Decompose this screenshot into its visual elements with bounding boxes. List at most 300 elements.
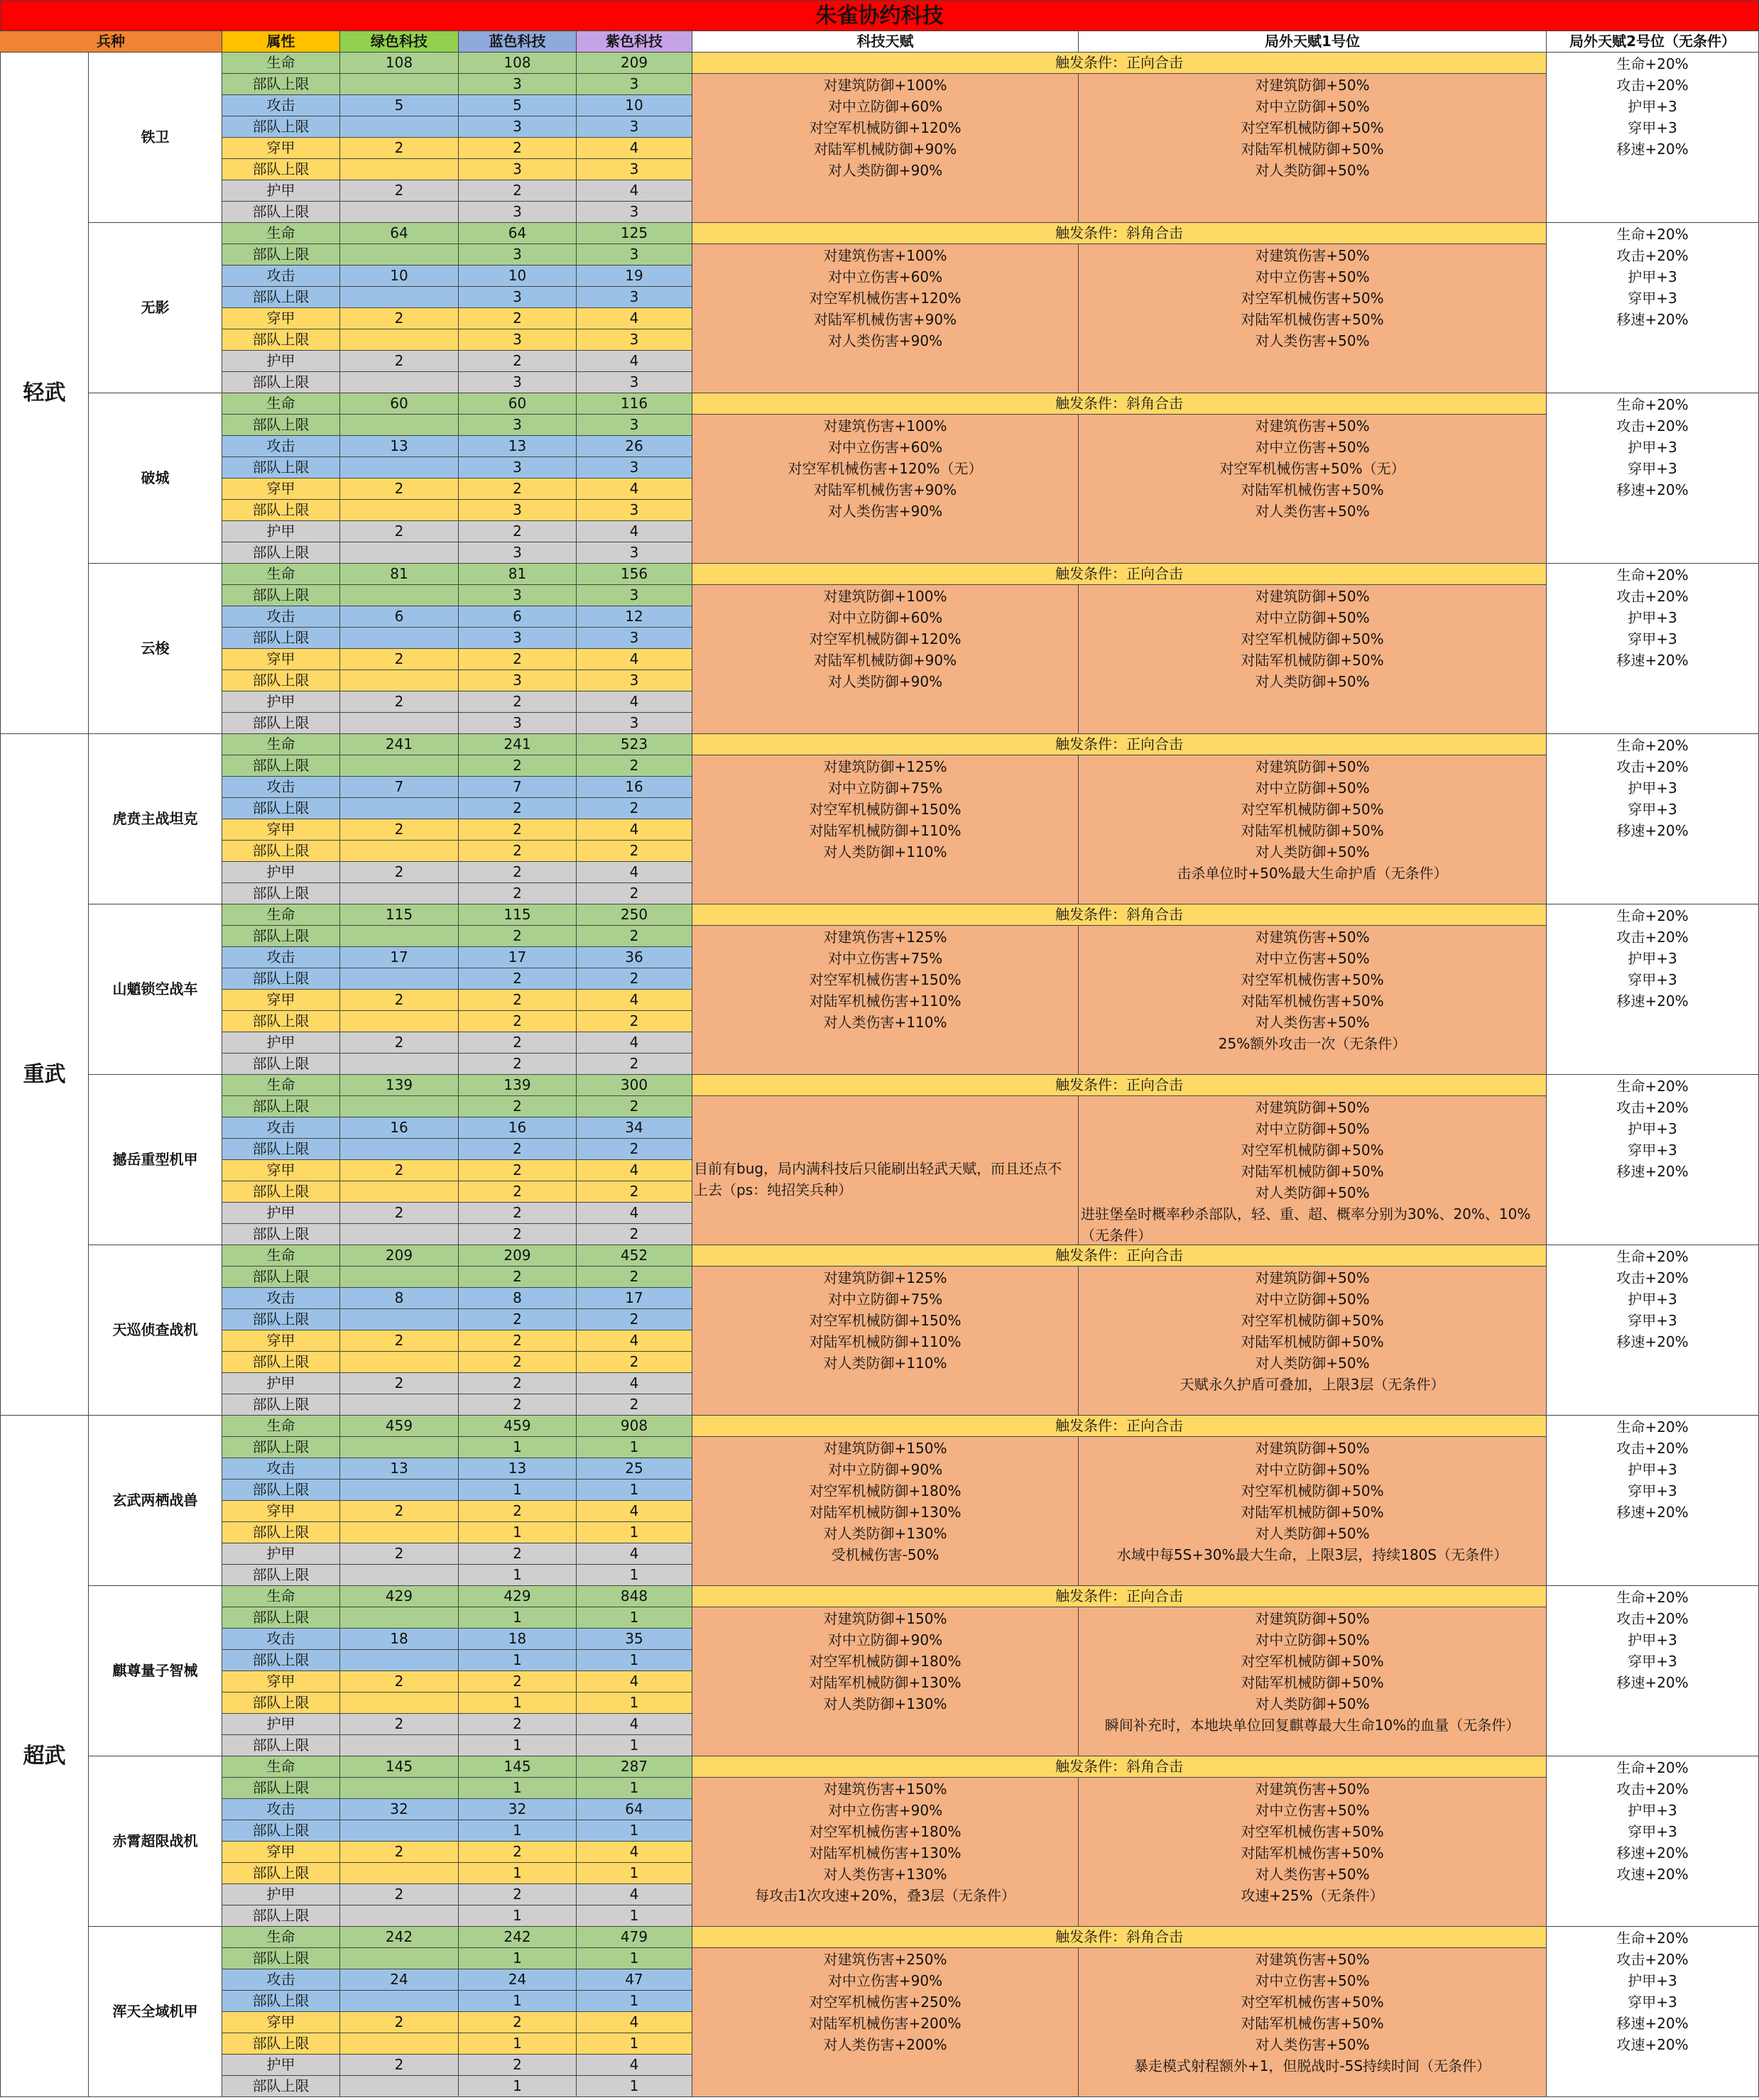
stat-attribute: 穿甲 — [222, 1160, 340, 1181]
stat-purple-value: 2 — [577, 926, 692, 947]
stat-blue-value: 1 — [459, 2076, 577, 2097]
stat-attribute: 生命 — [222, 1416, 340, 1437]
stat-purple-value: 2 — [577, 1096, 692, 1117]
tech-talent-line: 对建筑防御+125% — [823, 758, 947, 775]
stat-blue-value: 2 — [459, 1842, 577, 1863]
stat-blue-value: 139 — [459, 1075, 577, 1096]
talent1-line: 瞬间补充时，本地块单位回复麒尊最大生命10%的血量（无条件） — [1104, 1717, 1520, 1734]
talent2 — [1547, 904, 1759, 1075]
trigger-condition: 触发条件：正向合击 — [692, 734, 1547, 755]
stat-purple-value: 4 — [577, 1671, 692, 1692]
stat-attribute: 穿甲 — [222, 1501, 340, 1522]
tech-talent-line: 对中立伤害+90% — [827, 1972, 943, 1989]
stat-blue-value: 2 — [459, 1394, 577, 1416]
stat-purple-value: 3 — [577, 372, 692, 393]
stat-purple-value: 2 — [577, 1352, 692, 1373]
stat-green-value: 5 — [340, 95, 459, 116]
talent2-line: 攻击+20% — [1616, 77, 1689, 94]
stat-green-value: 2 — [340, 1203, 459, 1224]
talent1-line: 水域中每5S+30%最大生命，上限3层，持续180S（无条件） — [1116, 1546, 1508, 1563]
stat-blue-value: 2 — [459, 180, 577, 202]
unit-name: 云梭 — [89, 564, 222, 734]
unit-name: 天巡侦查战机 — [89, 1245, 222, 1416]
stat-attribute: 部队上限 — [222, 1394, 340, 1416]
tech-talent — [692, 585, 1079, 734]
stat-purple-value: 4 — [577, 180, 692, 202]
stat-blue-value: 108 — [459, 53, 577, 74]
stat-blue-value: 2 — [459, 883, 577, 904]
stat-green-value: 2 — [340, 180, 459, 202]
talent2-line: 护甲+3 — [1628, 1291, 1677, 1308]
stat-blue-value: 2 — [459, 691, 577, 713]
tech-talent-line: 对空军机械防御+180% — [809, 1653, 962, 1670]
stat-purple-value: 156 — [577, 564, 692, 585]
stat-purple-value: 2 — [577, 1267, 692, 1288]
talent1 — [1079, 1778, 1547, 1927]
talent2 — [1547, 393, 1759, 564]
stat-green-value — [340, 1905, 459, 1927]
talent2-line: 移速+20% — [1616, 1333, 1689, 1350]
stat-attribute: 部队上限 — [222, 755, 340, 777]
stat-attribute: 部队上限 — [222, 1948, 340, 1969]
talent2-line: 穿甲+3 — [1628, 119, 1677, 136]
talent1-line: 对空军机械防御+50% — [1241, 1653, 1384, 1670]
stat-green-value — [340, 798, 459, 819]
talent1 — [1079, 1948, 1547, 2097]
stat-purple-value: 4 — [577, 1032, 692, 1054]
stat-attribute: 生命 — [222, 564, 340, 585]
stat-green-value: 6 — [340, 606, 459, 628]
talent1-note: 进驻堡垒时概率秒杀部队，轻、重、超、概率分别为30%、20%、10%（无条件） — [1081, 1205, 1531, 1244]
talent1-line: 对陆军机械防御+50% — [1241, 1674, 1384, 1691]
stat-green-value — [340, 372, 459, 393]
stat-green-value: 8 — [340, 1288, 459, 1309]
stat-attribute: 护甲 — [222, 691, 340, 713]
stat-green-value — [340, 1991, 459, 2012]
stat-green-value: 2 — [340, 1671, 459, 1692]
stat-blue-value: 7 — [459, 777, 577, 798]
talent1-line: 对建筑伤害+50% — [1255, 247, 1370, 264]
stat-purple-value: 3 — [577, 74, 692, 95]
stat-blue-value: 10 — [459, 266, 577, 287]
tech-talent-line: 每攻击1次攻速+20%，叠3层（无条件） — [755, 1887, 1015, 1904]
tech-talent-line: 对建筑伤害+100% — [823, 247, 947, 264]
talent2-line: 生命+20% — [1616, 1078, 1689, 1095]
stat-purple-value: 12 — [577, 606, 692, 628]
stat-green-value: 2 — [340, 2012, 459, 2033]
stat-attribute: 穿甲 — [222, 2012, 340, 2033]
stat-green-value — [340, 1096, 459, 1117]
stat-blue-value: 13 — [459, 1458, 577, 1480]
stat-blue-value: 3 — [459, 500, 577, 521]
trigger-condition: 触发条件：斜角合击 — [692, 1756, 1547, 1778]
stat-green-value: 2 — [340, 478, 459, 500]
stat-green-value: 2 — [340, 1330, 459, 1352]
talent2-line: 生命+20% — [1616, 1589, 1689, 1606]
talent2-line: 攻击+20% — [1616, 1099, 1689, 1116]
talent2-line: 穿甲+3 — [1628, 971, 1677, 988]
stat-blue-value: 2 — [459, 1309, 577, 1330]
stat-blue-value: 3 — [459, 116, 577, 138]
talent1-line: 对中立防御+50% — [1255, 1291, 1370, 1308]
stat-attribute: 部队上限 — [222, 1181, 340, 1203]
stat-green-value: 10 — [340, 266, 459, 287]
tech-talent-line: 对建筑防御+100% — [823, 588, 947, 605]
tech-talent-line: 对人类防御+90% — [827, 162, 943, 179]
talent1-line: 对人类防御+50% — [1255, 1525, 1370, 1542]
stat-attribute: 穿甲 — [222, 1330, 340, 1352]
stat-attribute: 部队上限 — [222, 1267, 340, 1288]
stat-blue-value: 64 — [459, 223, 577, 244]
stat-blue-value: 1 — [459, 1480, 577, 1501]
stat-purple-value: 4 — [577, 1543, 692, 1565]
talent2-line: 护甲+3 — [1628, 1120, 1677, 1137]
stat-attribute: 部队上限 — [222, 1565, 340, 1586]
talent2-line: 生命+20% — [1616, 567, 1689, 584]
stat-green-value: 16 — [340, 1117, 459, 1139]
unit-name: 铁卫 — [89, 53, 222, 223]
stat-attribute: 护甲 — [222, 1032, 340, 1054]
stat-green-value — [340, 1735, 459, 1756]
trigger-condition: 触发条件：斜角合击 — [692, 393, 1547, 415]
stat-attribute: 生命 — [222, 1927, 340, 1948]
stat-blue-value: 2 — [459, 1714, 577, 1735]
stat-blue-value: 3 — [459, 202, 577, 223]
stat-blue-value: 2 — [459, 990, 577, 1011]
stat-green-value — [340, 1948, 459, 1969]
talent2 — [1547, 564, 1759, 734]
stat-attribute: 护甲 — [222, 1714, 340, 1735]
stat-green-value: 2 — [340, 819, 459, 841]
stat-purple-value: 4 — [577, 1203, 692, 1224]
stat-green-value — [340, 500, 459, 521]
stat-blue-value: 2 — [459, 2012, 577, 2033]
stat-attribute: 部队上限 — [222, 500, 340, 521]
stat-purple-value: 17 — [577, 1288, 692, 1309]
stat-green-value — [340, 329, 459, 351]
talent1-line: 对空军机械防御+50% — [1241, 801, 1384, 818]
talent1-line: 对人类防御+50% — [1255, 843, 1370, 860]
unit-name: 麒尊量子智械 — [89, 1586, 222, 1756]
stat-blue-value: 3 — [459, 372, 577, 393]
stat-green-value: 2 — [340, 521, 459, 542]
talent1-line: 对空军机械防御+50% — [1241, 1142, 1384, 1159]
stat-green-value — [340, 926, 459, 947]
stat-attribute: 部队上限 — [222, 1011, 340, 1032]
stat-purple-value: 64 — [577, 1799, 692, 1820]
trigger-condition: 触发条件：斜角合击 — [692, 904, 1547, 926]
header-green-tech: 绿色科技 — [340, 31, 459, 53]
stat-green-value — [340, 883, 459, 904]
talent2-line: 护甲+3 — [1628, 1802, 1677, 1819]
tech-talent-line: 对人类防御+110% — [823, 1355, 947, 1372]
stat-attribute: 攻击 — [222, 95, 340, 116]
talent2-line: 穿甲+3 — [1628, 290, 1677, 307]
stat-attribute: 生命 — [222, 1245, 340, 1267]
talent1-line: 对人类防御+50% — [1255, 1695, 1370, 1712]
stat-green-value: 2 — [340, 1543, 459, 1565]
talent2-line: 攻击+20% — [1616, 929, 1689, 946]
talent1-line: 击杀单位时+50%最大生命护盾（无条件） — [1177, 865, 1448, 882]
tech-talent-line: 对建筑伤害+100% — [823, 417, 947, 434]
stat-attribute: 部队上限 — [222, 1352, 340, 1373]
stat-green-value: 2 — [340, 862, 459, 883]
talent1-line: 对中立防御+50% — [1255, 780, 1370, 797]
stat-blue-value: 2 — [459, 1224, 577, 1245]
stat-blue-value: 1 — [459, 1905, 577, 1927]
talent1-line: 对空军机械伤害+50% — [1241, 290, 1384, 307]
stat-blue-value: 1 — [459, 1778, 577, 1799]
stat-green-value: 24 — [340, 1969, 459, 1991]
tech-talent-line: 对空军机械伤害+180% — [809, 1823, 962, 1840]
stat-purple-value: 2 — [577, 1054, 692, 1075]
stat-attribute: 部队上限 — [222, 1607, 340, 1629]
stat-purple-value: 4 — [577, 1714, 692, 1735]
stat-attribute: 部队上限 — [222, 159, 340, 180]
stat-blue-value: 2 — [459, 138, 577, 159]
trigger-condition: 触发条件：正向合击 — [692, 1586, 1547, 1607]
stat-blue-value: 1 — [459, 1565, 577, 1586]
stat-purple-value: 19 — [577, 266, 692, 287]
stat-attribute: 护甲 — [222, 862, 340, 883]
stat-green-value — [340, 1224, 459, 1245]
talent2 — [1547, 1245, 1759, 1416]
trigger-condition: 触发条件：正向合击 — [692, 564, 1547, 585]
stat-purple-value: 1 — [577, 1437, 692, 1458]
talent1-line: 对陆军机械伤害+50% — [1241, 2015, 1384, 2032]
tech-talent-line: 对空军机械防御+150% — [809, 801, 962, 818]
stat-attribute: 部队上限 — [222, 74, 340, 95]
header-talent2: 局外天赋2号位（无条件） — [1547, 31, 1759, 53]
stat-green-value — [340, 74, 459, 95]
tech-talent-line: 对中立防御+75% — [827, 1291, 943, 1308]
stat-green-value: 2 — [340, 1714, 459, 1735]
trigger-condition: 触发条件：斜角合击 — [692, 1927, 1547, 1948]
stat-green-value: 2 — [340, 1842, 459, 1863]
talent1-line: 25%额外攻击一次（无条件） — [1218, 1035, 1407, 1052]
tech-talent — [692, 1267, 1079, 1416]
stat-blue-value: 2 — [459, 841, 577, 862]
talent2-line: 移速+20% — [1616, 992, 1689, 1010]
talent2-line: 攻击+20% — [1616, 1781, 1689, 1798]
talent2-line: 穿甲+3 — [1628, 1994, 1677, 2011]
talent1-line: 对建筑防御+50% — [1255, 758, 1370, 775]
stat-purple-value: 4 — [577, 1842, 692, 1863]
header-blue-tech: 蓝色科技 — [459, 31, 577, 53]
stat-attribute: 部队上限 — [222, 372, 340, 393]
talent1-line: 对建筑伤害+50% — [1255, 1781, 1370, 1798]
stat-attribute: 部队上限 — [222, 202, 340, 223]
stat-blue-value: 3 — [459, 542, 577, 564]
stat-purple-value: 1 — [577, 1692, 692, 1714]
stat-green-value — [340, 1394, 459, 1416]
stat-purple-value: 1 — [577, 2033, 692, 2055]
stat-blue-value: 8 — [459, 1288, 577, 1309]
stat-green-value: 2 — [340, 649, 459, 670]
stat-attribute: 部队上限 — [222, 1224, 340, 1245]
stat-blue-value: 2 — [459, 1181, 577, 1203]
stat-blue-value: 13 — [459, 436, 577, 457]
stat-purple-value: 2 — [577, 1139, 692, 1160]
talent1-line: 对空军机械防御+50% — [1241, 1482, 1384, 1499]
talent1-line: 对空军机械伤害+50% — [1241, 1994, 1384, 2011]
stat-green-value: 2 — [340, 691, 459, 713]
stat-purple-value: 4 — [577, 478, 692, 500]
tech-talent-line: 对陆军机械防御+90% — [813, 652, 957, 669]
talent1-line: 对建筑防御+50% — [1255, 1610, 1370, 1627]
stat-attribute: 攻击 — [222, 606, 340, 628]
tech-talent-line: 对人类防御+130% — [823, 1695, 947, 1712]
tech-talent-line: 对建筑防御+150% — [823, 1610, 947, 1627]
stat-green-value — [340, 841, 459, 862]
talent1-line: 对陆军机械防御+50% — [1241, 1163, 1384, 1180]
unit-name: 玄武两栖战兽 — [89, 1416, 222, 1586]
talent2-line: 生命+20% — [1616, 1930, 1689, 1947]
tech-talent-line: 对人类防御+90% — [827, 673, 943, 690]
tech-talent — [692, 926, 1079, 1075]
stat-attribute: 生命 — [222, 53, 340, 74]
talent2 — [1547, 223, 1759, 393]
stat-attribute: 部队上限 — [222, 1692, 340, 1714]
tech-talent-line: 对中立防御+60% — [827, 98, 943, 115]
stat-purple-value: 287 — [577, 1756, 692, 1778]
stat-attribute: 护甲 — [222, 1203, 340, 1224]
talent1-line: 对空军机械伤害+50% — [1241, 1823, 1384, 1840]
tech-talent-note — [692, 1096, 1079, 1245]
stat-blue-value: 2 — [459, 2055, 577, 2076]
talent1-line: 对陆军机械防御+50% — [1241, 141, 1384, 158]
talent1 — [1079, 755, 1547, 904]
stat-attribute: 穿甲 — [222, 138, 340, 159]
talent2-line: 穿甲+3 — [1628, 1653, 1677, 1670]
stat-purple-value: 2 — [577, 1224, 692, 1245]
stat-purple-value: 36 — [577, 947, 692, 968]
tech-talent — [692, 74, 1079, 223]
stat-purple-value: 1 — [577, 1778, 692, 1799]
stat-blue-value: 209 — [459, 1245, 577, 1267]
sheet-title: 朱雀协约科技 — [0, 0, 1759, 31]
talent1-line: 对人类防御+50% — [1255, 1184, 1370, 1201]
stat-attribute: 穿甲 — [222, 308, 340, 329]
stat-attribute: 穿甲 — [222, 819, 340, 841]
stat-green-value: 13 — [340, 1458, 459, 1480]
talent1 — [1079, 1607, 1547, 1756]
stat-green-value: 60 — [340, 393, 459, 415]
talent2-line: 穿甲+3 — [1628, 1823, 1677, 1840]
stat-purple-value: 1 — [577, 1905, 692, 1927]
stat-purple-value: 3 — [577, 244, 692, 266]
stat-green-value — [340, 628, 459, 649]
stat-blue-value: 1 — [459, 1650, 577, 1671]
talent2 — [1547, 734, 1759, 904]
stat-purple-value: 523 — [577, 734, 692, 755]
stat-attribute: 护甲 — [222, 1543, 340, 1565]
talent1-line: 对人类伤害+50% — [1255, 503, 1370, 520]
tech-talent-line: 对空军机械伤害+120%（无） — [788, 460, 983, 477]
stat-green-value: 18 — [340, 1629, 459, 1650]
stat-attribute: 部队上限 — [222, 926, 340, 947]
stat-green-value — [340, 670, 459, 691]
unit-name: 浑天全域机甲 — [89, 1927, 222, 2097]
talent2-line: 移速+20% — [1616, 311, 1689, 328]
tech-talent-line: 对人类伤害+110% — [823, 1014, 947, 1031]
stat-attribute: 部队上限 — [222, 670, 340, 691]
stat-green-value — [340, 1863, 459, 1884]
stat-blue-value: 1 — [459, 1948, 577, 1969]
header-talent1: 局外天赋1号位 — [1079, 31, 1547, 53]
stat-purple-value: 1 — [577, 1735, 692, 1756]
stat-blue-value: 1 — [459, 1522, 577, 1543]
talent2-line: 移速+20% — [1616, 652, 1689, 669]
talent2-line: 护甲+3 — [1628, 268, 1677, 285]
stat-green-value: 2 — [340, 990, 459, 1011]
stat-green-value: 209 — [340, 1245, 459, 1267]
tech-talent-line: 对陆军机械伤害+90% — [813, 311, 957, 328]
tech-talent-line: 对中立防御+90% — [827, 1631, 943, 1648]
unit-name: 破城 — [89, 393, 222, 564]
stat-blue-value: 3 — [459, 713, 577, 734]
talent2-line: 攻击+20% — [1616, 588, 1689, 605]
stat-attribute: 生命 — [222, 904, 340, 926]
stat-purple-value: 209 — [577, 53, 692, 74]
tech-talent-line: 对陆军机械伤害+130% — [809, 1844, 962, 1861]
stat-attribute: 穿甲 — [222, 478, 340, 500]
stat-attribute: 生命 — [222, 223, 340, 244]
stat-attribute: 部队上限 — [222, 1139, 340, 1160]
stat-green-value: 17 — [340, 947, 459, 968]
stat-attribute: 部队上限 — [222, 1735, 340, 1756]
stat-green-value: 2 — [340, 308, 459, 329]
stat-attribute: 部队上限 — [222, 883, 340, 904]
tech-talent-line: 对建筑伤害+125% — [823, 929, 947, 946]
unit-name: 赤霄超限战机 — [89, 1756, 222, 1927]
stat-green-value — [340, 542, 459, 564]
talent1-line: 对空军机械伤害+50%（无） — [1219, 460, 1405, 477]
stat-attribute: 生命 — [222, 734, 340, 755]
category-label: 重武 — [0, 734, 89, 1416]
stat-green-value: 13 — [340, 436, 459, 457]
talent1-line: 对中立伤害+50% — [1255, 1972, 1370, 1989]
stat-green-value — [340, 415, 459, 436]
stat-green-value: 2 — [340, 138, 459, 159]
talent2-line: 攻击+20% — [1616, 1610, 1689, 1627]
stat-attribute: 部队上限 — [222, 1309, 340, 1330]
stat-blue-value: 18 — [459, 1629, 577, 1650]
talent1-line: 对人类伤害+50% — [1255, 332, 1370, 349]
stat-attribute: 穿甲 — [222, 990, 340, 1011]
stat-purple-value: 35 — [577, 1629, 692, 1650]
stat-attribute: 部队上限 — [222, 798, 340, 819]
talent1 — [1079, 926, 1547, 1075]
stat-purple-value: 452 — [577, 1245, 692, 1267]
tech-talent-line: 对建筑防御+100% — [823, 77, 947, 94]
stat-purple-value: 3 — [577, 202, 692, 223]
stat-purple-value: 4 — [577, 1160, 692, 1181]
talent1-line: 对中立伤害+50% — [1255, 268, 1370, 285]
stat-green-value — [340, 1607, 459, 1629]
stat-attribute: 部队上限 — [222, 1437, 340, 1458]
stat-green-value — [340, 1309, 459, 1330]
talent1-line: 对陆军机械伤害+50% — [1241, 481, 1384, 498]
talent1-line: 对中立防御+50% — [1255, 1120, 1370, 1137]
stat-purple-value: 2 — [577, 755, 692, 777]
talent2-line: 攻击+20% — [1616, 247, 1689, 264]
stat-blue-value: 3 — [459, 670, 577, 691]
stat-blue-value: 5 — [459, 95, 577, 116]
stat-purple-value: 1 — [577, 2076, 692, 2097]
stat-blue-value: 2 — [459, 1096, 577, 1117]
stat-purple-value: 1 — [577, 1820, 692, 1842]
